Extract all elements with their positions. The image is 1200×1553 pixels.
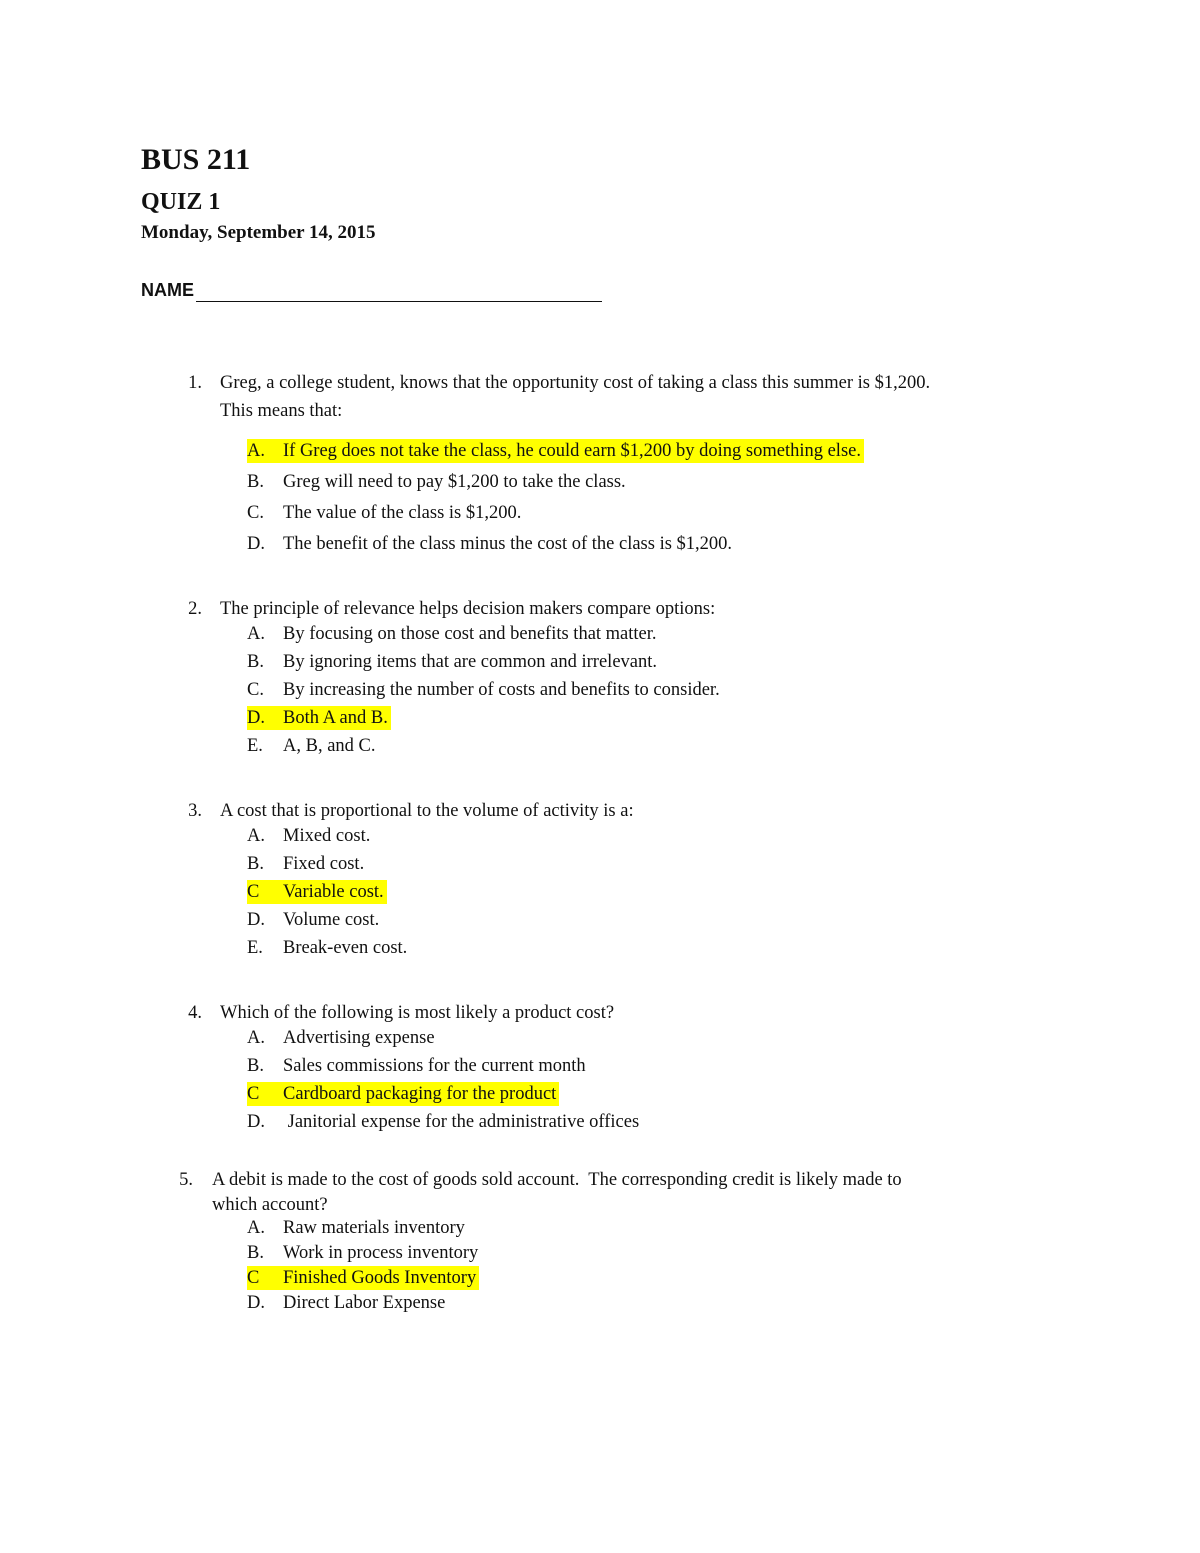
option-letter: A.: [247, 624, 265, 644]
option-5c[interactable]: [247, 1266, 479, 1290]
option-letter: D.: [247, 708, 265, 728]
question-text: A cost that is proportional to the volume of activity is a:: [220, 801, 634, 821]
question-text-continued: which account?: [212, 1195, 328, 1215]
quiz-date: Monday, September 14, 2015: [141, 222, 376, 243]
option-letter: D.: [247, 534, 265, 554]
answer-highlight: [247, 880, 387, 904]
option-4c[interactable]: [247, 1082, 559, 1106]
name-blank-line[interactable]: [196, 281, 602, 302]
answer-highlight: [247, 439, 864, 463]
option-text: Variable cost.: [283, 882, 384, 902]
option-letter: A.: [247, 1218, 265, 1238]
option-text: Greg will need to pay $1,200 to take the class.: [283, 472, 626, 492]
option-text: By increasing the number of costs and benefits to consider.: [283, 680, 720, 700]
option-3a[interactable]: [247, 824, 370, 848]
option-2a[interactable]: [247, 622, 657, 646]
question-text: Greg, a college student, knows that the opportunity cost of taking a class this summer is $1,200.: [220, 373, 931, 393]
option-4a[interactable]: [247, 1026, 435, 1050]
quiz-title: QUIZ 1: [141, 189, 221, 215]
option-5b[interactable]: [247, 1241, 478, 1265]
option-text: Work in process inventory: [283, 1243, 479, 1263]
answer-highlight: [247, 1082, 559, 1106]
option-letter: B.: [247, 652, 264, 672]
name-label: NAME: [141, 280, 194, 300]
answer-highlight: [247, 706, 391, 730]
option-5d[interactable]: [247, 1291, 445, 1315]
option-letter: B.: [247, 1243, 264, 1263]
option-text: Mixed cost.: [283, 826, 371, 846]
option-2d[interactable]: [247, 706, 391, 730]
name-field: [141, 278, 602, 302]
option-letter: A.: [247, 1028, 265, 1048]
option-text: Break-even cost.: [283, 938, 408, 958]
question-text: The principle of relevance helps decision makers compare options:: [220, 599, 716, 619]
option-3e[interactable]: [247, 936, 407, 960]
option-4b[interactable]: [247, 1054, 586, 1078]
answer-highlight: [247, 1266, 479, 1290]
option-letter: D.: [247, 910, 265, 930]
option-text: Volume cost.: [283, 910, 380, 930]
option-letter: A.: [247, 441, 265, 461]
option-text: A, B, and C.: [283, 736, 376, 756]
question-text: Which of the following is most likely a product cost?: [220, 1003, 615, 1023]
option-text: Raw materials inventory: [283, 1218, 465, 1238]
option-letter: D.: [247, 1293, 265, 1313]
option-1d[interactable]: [247, 532, 732, 556]
option-letter: E.: [247, 938, 263, 958]
option-1a[interactable]: [247, 439, 864, 463]
option-2e[interactable]: [247, 734, 376, 758]
option-letter: A.: [247, 826, 265, 846]
option-text: Sales commissions for the current month: [283, 1056, 586, 1076]
option-letter: C.: [247, 503, 264, 523]
option-text: Janitorial expense for the administrative offices: [283, 1112, 640, 1132]
question-number: 5.: [179, 1170, 193, 1190]
option-1b[interactable]: [247, 470, 626, 494]
option-4d[interactable]: [247, 1110, 639, 1134]
option-text: Cardboard packaging for the product: [283, 1084, 557, 1104]
option-letter: D.: [247, 1112, 265, 1132]
question-text: A debit is made to the cost of goods sold account. The corresponding credit is likely made to: [212, 1170, 902, 1190]
question-text-continued: This means that:: [220, 401, 343, 421]
question-number: 3.: [188, 801, 202, 821]
option-3b[interactable]: [247, 852, 364, 876]
question-number: 4.: [188, 1003, 202, 1023]
option-text: Finished Goods Inventory: [283, 1268, 477, 1288]
option-3d[interactable]: [247, 908, 379, 932]
option-1c[interactable]: [247, 501, 521, 525]
option-letter: E.: [247, 736, 263, 756]
option-text: Advertising expense: [283, 1028, 435, 1048]
question-number: 1.: [188, 373, 202, 393]
option-letter: C.: [247, 680, 264, 700]
option-5a[interactable]: [247, 1216, 465, 1240]
option-text: By ignoring items that are common and irrelevant.: [283, 652, 658, 672]
question-number: 2.: [188, 599, 202, 619]
option-text: The value of the class is $1,200.: [283, 503, 522, 523]
option-text: The benefit of the class minus the cost of the class is $1,200.: [283, 534, 733, 554]
option-3c[interactable]: [247, 880, 387, 904]
option-text: By focusing on those cost and benefits that matter.: [283, 624, 657, 644]
option-letter: C: [247, 1268, 260, 1288]
option-text: Fixed cost.: [283, 854, 365, 874]
option-letter: B.: [247, 1056, 264, 1076]
option-text: If Greg does not take the class, he could earn $1,200 by doing something else.: [283, 441, 861, 461]
course-title: BUS 211: [141, 143, 251, 176]
option-text: Direct Labor Expense: [283, 1293, 446, 1313]
option-letter: B.: [247, 472, 264, 492]
option-letter: C: [247, 1084, 260, 1104]
option-letter: C: [247, 882, 260, 902]
option-text: Both A and B.: [283, 708, 388, 728]
option-letter: B.: [247, 854, 264, 874]
option-2b[interactable]: [247, 650, 657, 674]
option-2c[interactable]: [247, 678, 720, 702]
